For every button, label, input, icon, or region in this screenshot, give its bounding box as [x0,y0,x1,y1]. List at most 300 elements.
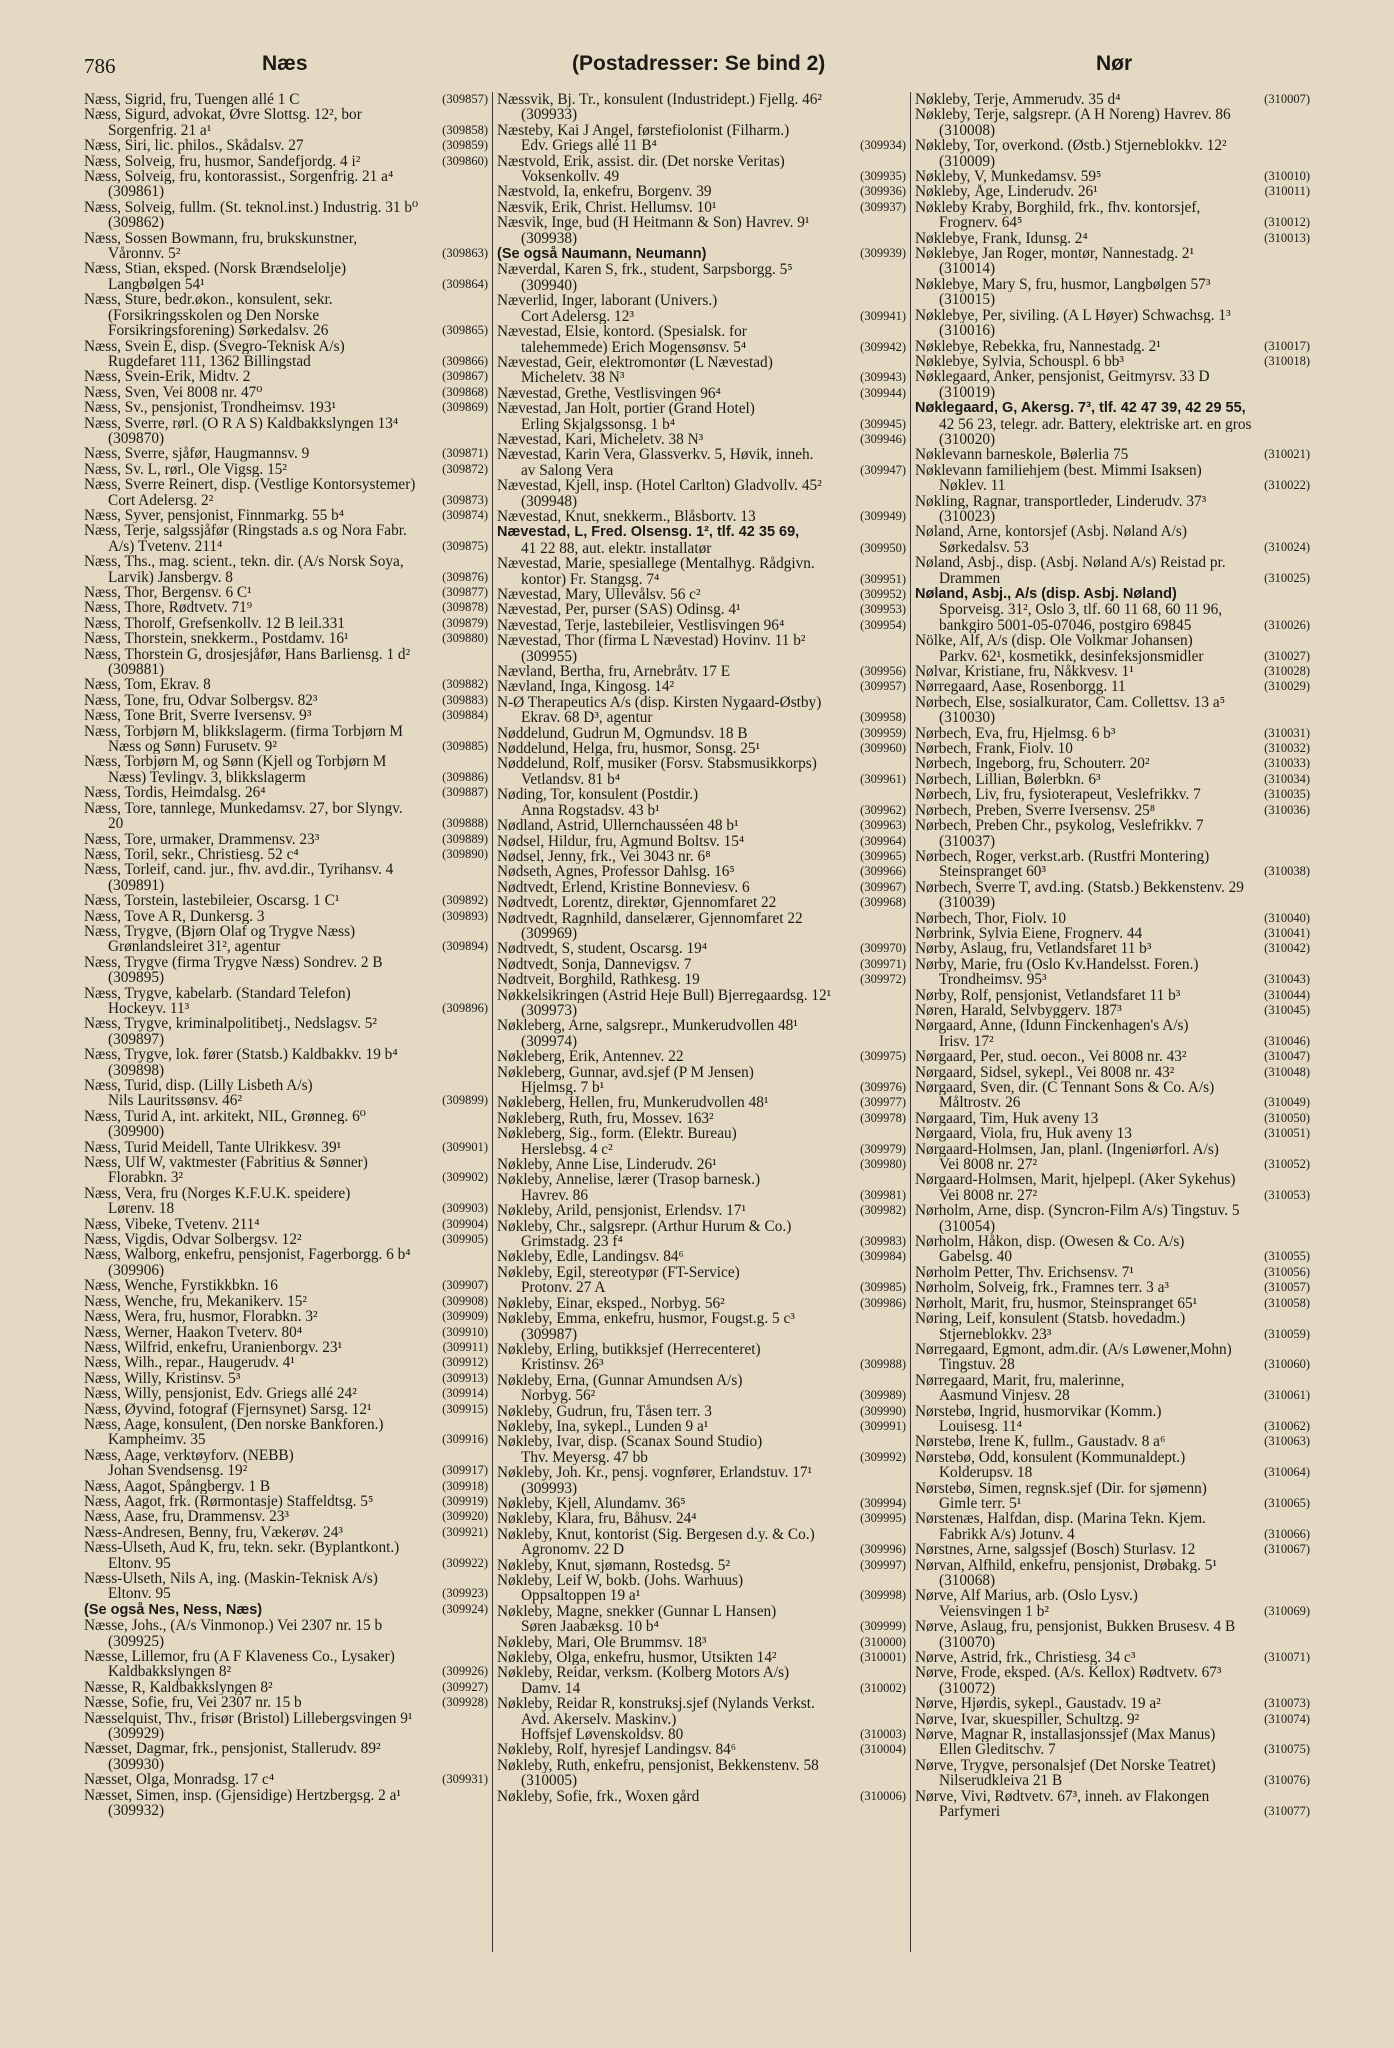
directory-entry [915,941,1310,956]
entry-continuation-line: (310070) [939,1634,996,1651]
directory-entry [915,1511,1310,1542]
entry-continuation-line: (309969) [521,925,578,942]
directory-entry [497,911,906,942]
entry-code: (309942) [860,339,906,354]
entry-code: (309927) [442,1679,488,1694]
directory-entry [497,818,906,833]
entry-continuation-line: (309987) [521,1326,578,1342]
entry-code: (310046) [1264,1033,1310,1048]
entry-continuation-line: (309983) Grimstadg. 23 f⁴ [521,1234,906,1250]
directory-entry [915,231,1310,246]
directory-entry [497,1465,906,1496]
directory-entry [84,292,488,338]
directory-entry [84,847,488,862]
directory-entry [84,231,488,262]
entry-code: (309857) [442,92,488,106]
directory-entry [84,1402,488,1417]
entry-code: (309884) [442,708,488,723]
entry-code: (309944) [860,385,906,400]
entry-continuation-line: (309876) Larvik) Jansbergv. 8 [108,569,488,585]
entry-name-line: Næss, Walborg, enkefru, pensjonist, Fagerborgg. 6 b⁴ [84,1247,411,1263]
directory-entry [497,200,906,215]
directory-entry [497,1696,906,1742]
entry-code: (309931) [442,1772,488,1787]
entry-code: (309866) [442,353,488,368]
directory-entry [84,1232,488,1247]
entry-continuation-line: (310025) Drammen [939,570,1310,586]
entry-name-line: Næss, Trygve, kabelarb. (Standard Telefon) [84,985,351,1001]
entry-name-line: (310056) Nørholm Petter, Thv. Erichsensv. 7¹ [915,1264,1310,1281]
entry-name-line: Nøkkelsikringen (Astrid Heje Bull) Bjerregaardsg. 12¹ [497,987,832,1003]
entry-code: (309999) [860,1619,906,1634]
directory-entry [915,339,1310,354]
directory-entry [84,924,488,955]
entry-name-line: Nøkleby, Knut, kontorist (Sig. Bergesen d.y. & Co.) [497,1526,815,1543]
entry-continuation-line: (309935) Voksenkollv. 49 [521,169,906,185]
directory-entry [497,556,906,587]
entry-name-line: Næss, Tore, tannlege, Munkedamsv. 27, bor Slyngv. [84,800,403,817]
directory-entry [915,679,1310,694]
directory-entry [497,864,906,879]
entry-continuation-line: (310064) Kolderupsv. 18 [939,1465,1310,1481]
directory-entry [497,1665,906,1696]
entry-code: (310007) [1264,92,1310,106]
entry-name-line: Nævestad, Marie, spesiallege (Mentalhyg. Rådgivn. [497,556,815,572]
entry-name-line: (309915) Næss, Øyvind, fotograf (Fjernsynet) Sarsg. 12¹ [84,1401,488,1417]
entry-continuation-line: (310030) [939,710,996,726]
entry-name-line: Nøkleby, Ivar, disp. (Scanax Sound Studio) [497,1434,763,1450]
entry-continuation-line: (309861) [108,184,165,200]
entry-continuation-line: (309955) [521,648,578,665]
entry-code: (309892) [442,893,488,908]
entry-name-line: (309970) Nødtvedt, S, student, Oscarsg. 19⁴ [497,941,906,957]
directory-entry [915,1404,1310,1435]
entry-code: (309874) [442,507,488,522]
entry-code: (309878) [442,600,488,615]
entry-code: (310025) [1264,570,1310,585]
entry-continuation-line: (309858) Sorgenfrig. 21 a¹ [108,122,488,139]
entry-continuation-line: (309926) Kaldbakkslyngen 8² [108,1664,488,1680]
entry-continuation-line: (309922) Eltonv. 95 [108,1555,488,1571]
entry-code: (309980) [860,1157,906,1172]
entry-continuation-line: (309961) Vetlandsv. 81 b⁴ [521,771,906,788]
directory-entry [915,1373,1310,1404]
entry-name-line: (309967) Nødtvedt, Erlend, Kristine Bonneviesv. 6 [497,879,906,896]
entry-code: (310065) [1264,1495,1310,1510]
directory-entry [497,834,906,849]
directory-entry [915,849,1310,880]
entry-code: (309901) [442,1139,488,1154]
entry-name-line: Nørregaard, Egmont, adm.dir. (A/s Løwener,Mohn) [915,1341,1232,1358]
entry-code: (310060) [1264,1357,1310,1372]
entry-name-line: (309892) Næss, Torstein, lastebileier, Oscarsg. 1 C¹ [84,893,488,909]
entry-name-line: Nørbech, Sverre T, avd.ing. (Statsb.) Bekkenstenv. 29 [915,879,1244,896]
directory-entry [497,123,906,154]
directory-entry [915,726,1310,741]
directory-entry [84,1540,488,1571]
entry-code: (309904) [442,1216,488,1231]
entry-name-line: (309975) Nøkleberg, Erik, Antennev. 22 [497,1049,906,1065]
entry-name-line: (309953) Nævestad, Per, purser (SAS) Odinsg. 4¹ [497,602,906,618]
entry-name-line: (310017) Nøklebye, Rebekka, fru, Nannestadg. 2¹ [915,338,1310,354]
entry-code: (310059) [1264,1326,1310,1341]
entry-code: (309872) [442,461,488,476]
header-right-word: Nør [1096,52,1133,75]
entry-code: (309978) [860,1110,906,1125]
directory-entry [497,509,906,524]
entry-continuation-line: (309942) talehemmede) Erich Mogensønsv. 5⁴ [521,339,906,355]
entry-code: (310033) [1264,756,1310,771]
entry-continuation-line: (310075) Ellen Gleditschv. 7 [939,1742,1310,1758]
entry-code: (309902) [442,1170,488,1185]
entry-name-line: (309982) Nøkleby, Arild, pensjonist, Erlendsv. 17¹ [497,1203,906,1219]
entry-code: (309950) [860,540,906,555]
entry-code: (309863) [442,246,488,261]
entry-continuation-line: (309917) Johan Svendsensg. 19² [108,1463,488,1479]
directory-entry [84,369,488,384]
entry-name-line: (309949) Nævestad, Knut, snekkerm., Blåsbortv. 13 [497,508,906,525]
entry-name-line: Næssvik, Bj. Tr., konsulent (Industridept.) Fjellg. 46² [497,92,822,108]
entry-name-line: (309944) Nævestad, Grethe, Vestlisvingen 96⁴ [497,385,906,402]
directory-entry [84,1294,488,1309]
entry-continuation-line: (310022) Nøklev. 11 [939,478,1310,494]
entry-name-line: (310021) Nøklevann barneskole, Bølerlia 75 [915,447,1310,463]
entry-code: (310029) [1264,679,1310,694]
entry-code: (310026) [1264,617,1310,632]
directory-entry [915,1712,1310,1727]
directory-entry [915,1280,1310,1295]
entry-continuation-line: (309925) [108,1633,165,1650]
directory-entry [497,1172,906,1203]
entry-code: (309957) [860,679,906,694]
entry-name-line: (310067) Nørstnes, Arne, salgssjef (Bosch) Sturlasv. 12 [915,1542,1310,1558]
entry-name-line: (309960) Nøddelund, Helga, fru, husmor, Sonsg. 25¹ [497,741,906,757]
entry-continuation-line: (310055) Gabelsg. 40 [939,1249,1310,1265]
entry-code: (309996) [860,1542,906,1557]
entry-name-line: (310013) Nøklebye, Frank, Idunsg. 2⁴ [915,230,1310,247]
entry-code: (310002) [860,1680,906,1695]
entry-code: (309936) [860,184,906,199]
entry-name-line: Nøkleby, Ruth, enkefru, pensjonist, Bekkenstenv. 58 [497,1757,819,1774]
entry-code: (310031) [1264,725,1310,740]
entry-name-line: Nøklegaard, Anker, pensjonist, Geitmyrsv. 33 D [915,369,1210,385]
entry-code: (309882) [442,677,488,692]
directory-entry [84,1217,488,1232]
directory-entry [497,355,906,386]
entry-name-line: Nørve, Frode, eksped. (A/s. Kellox) Rødtvetv. 67³ [915,1665,1222,1681]
directory-entry [84,154,488,169]
entry-name-line: (309911) Næss, Wilfrid, enkefru, Uranienborgv. 23¹ [84,1339,488,1356]
entry-continuation-line: (309933) [521,107,578,123]
directory-entry [84,600,488,615]
directory-entry [497,895,906,910]
directory-entry [84,1140,488,1155]
entry-code: (310062) [1264,1418,1310,1433]
entry-code: (310036) [1264,802,1310,817]
entry-continuation-line: (309932) [108,1803,165,1819]
directory-entry [497,262,906,293]
entry-name-line: (309879) Næss, Thorolf, Grefsenkollv. 12 B leil.331 [84,615,488,632]
directory-entry [497,1434,906,1465]
directory-entry [497,1789,906,1804]
entry-name-line: Nørregaard, Marit, fru, malerinne, [915,1372,1125,1389]
entry-code: (309883) [442,692,488,707]
entry-continuation-line: (309958) Ekrav. 68 D³, agentur [521,710,906,726]
directory-entry [915,1758,1310,1789]
directory-entry [84,647,488,678]
entry-code: (310053) [1264,1187,1310,1202]
directory-entry [915,1665,1310,1696]
entry-code: (310063) [1264,1434,1310,1449]
directory-entry [84,785,488,800]
directory-entry [84,631,488,646]
entry-continuation-line: (309902) Florabkn. 3² [108,1170,488,1186]
entry-name-line: (309937) Næsvik, Erik, Christ. Hellumsv. 10¹ [497,199,906,216]
directory-entry [497,1095,906,1110]
entry-code: (309986) [860,1295,906,1310]
entry-continuation-line: (310038) Steinspranget 60³ [939,864,1310,880]
directory-entry [915,756,1310,771]
entry-name-line: Næss, Trygve, lok. fører (Statsb.) Kaldbakkv. 19 b⁴ [84,1047,398,1063]
entry-name-line: (310006) Nøkleby, Sofie, frk., Woxen gård [497,1788,906,1805]
directory-entry [84,1571,488,1602]
entry-continuation-line: (310005) [521,1773,578,1789]
entry-name-line: Nørve, Aslaug, fru, pensjonist, Bukken Brusesv. 4 B [915,1619,1236,1635]
entry-name-line: (309921) Næss-Andresen, Benny, fru, Vækerøv. 24³ [84,1524,488,1541]
entry-name-line: (310050) Nørgaard, Tim, Huk aveny 13 [915,1110,1310,1127]
entry-name-line: (310031) Nørbech, Eva, fru, Hjelmsg. 6 b³ [915,725,1310,742]
entry-name-line: Nørgaard, Anne, (Idunn Finckenhagen's A/s) [915,1018,1189,1034]
entry-name-line: Nøkleby, Annelise, lærer (Trasop barnesk.) [497,1172,761,1188]
entry-continuation-line: (309891) [108,877,165,894]
directory-entry [497,1404,906,1419]
entry-name-line: (309857) Næss, Sigrid, fru, Tuengen allé 1 C [84,92,488,108]
entry-code: (309961) [860,771,906,786]
entry-continuation-line: 42 56 23, telegr. adr. Battery, elektriske art. en gros [939,416,1252,432]
entry-continuation-line: Avd. Akerselv. Maskinv.) [521,1711,677,1728]
entry-continuation-line: (310061) Aasmund Vinjesv. 28 [939,1388,1310,1404]
directory-entry [497,1219,906,1250]
page-header [84,50,1310,84]
directory-entry [915,1172,1310,1203]
entry-name-line: (309878) Næss, Thore, Rødtvetv. 71⁹ [84,600,488,616]
entry-code: (309968) [860,895,906,910]
entry-continuation-line: (309903) Lørenv. 18 [108,1201,488,1217]
directory-entry [915,1558,1310,1589]
directory-entry [84,754,488,785]
entry-code: (309935) [860,169,906,184]
entry-continuation-line: (309962) Anna Rogstadsv. 43 b¹ [521,802,906,819]
directory-entry [84,462,488,477]
entry-continuation-line: (309943) Micheletv. 38 N³ [521,370,906,386]
directory-entry [84,1355,488,1370]
directory-entry [84,1278,488,1293]
directory-entry [497,1018,906,1049]
entry-continuation-line: (309866) Rugdefaret 111, 1362 Billingstad [108,353,488,370]
entry-code: (310022) [1264,478,1310,493]
entry-continuation-line: (309896) Hockeyv. 11³ [108,1000,488,1017]
directory-entry [497,215,906,246]
entry-continuation-line: (309898) [108,1062,165,1078]
directory-entry [915,880,1310,911]
entry-name-line: (309952) Nævestad, Mary, Ullevålsv. 56 c² [497,587,906,603]
entry-continuation-line: (310012) Frognerv. 64⁵ [939,215,1310,231]
directory-entry [84,339,488,370]
column-1 [80,92,492,1952]
entry-name-line: (310057) Nørholm, Solveig, frk., Framnes terr. 3 a³ [915,1280,1310,1296]
directory-entry [497,664,906,679]
directory-entry [915,1234,1310,1265]
entry-continuation-line: (310014) [939,261,996,277]
entry-code: (309985) [860,1280,906,1295]
entry-continuation-line: (309870) [108,430,165,447]
entry-name-line: (310044) Nørby, Rolf, pensjonist, Vetlandsfaret 11 b³ [915,987,1310,1003]
entry-code: (309876) [442,569,488,584]
entry-code: (310052) [1264,1157,1310,1172]
entry-continuation-line: (309988) Kristinsv. 26³ [521,1357,906,1373]
entry-name-line: Nøland, Asbj., A/s (disp. Asbj. Nøland) [915,586,1177,602]
entry-continuation-line: (309976) Hjelmsg. 7 b¹ [521,1080,906,1096]
entry-name-line: Nøkleby, Emma, enkefru, husmor, Fougst.g. 5 c³ [497,1311,795,1327]
entry-continuation-line: (310049) Måltrostv. 26 [939,1095,1310,1111]
directory-entry [915,494,1310,525]
entry-code: (309989) [860,1388,906,1403]
entry-name-line: (310000) Nøkleby, Mari, Ole Brummsv. 18³ [497,1634,906,1651]
entry-name-line: (309910) Næss, Werner, Haakon Tveterv. 80⁴ [84,1324,488,1340]
directory-entry [915,1619,1310,1650]
entry-name-line: (309972) Nødtveit, Borghild, Rathkesg. 19 [497,972,906,988]
directory-entry [497,184,906,199]
directory-entry [497,447,906,478]
entry-name-line: (310051) Nørgaard, Viola, fru, Huk aveny 13 [915,1126,1310,1142]
directory-entry [497,1342,906,1373]
entry-code: (310056) [1264,1264,1310,1279]
entry-name-line: (310032) Nørbech, Frank, Fiolv. 10 [915,741,1310,757]
entry-code: (310000) [860,1634,906,1649]
directory-entry [915,1142,1310,1173]
entry-continuation-line: (309930) [108,1756,165,1773]
directory-entry [915,138,1310,169]
entry-code: (310077) [1264,1804,1310,1819]
entry-code: (309977) [860,1095,906,1110]
entry-code: (310006) [860,1788,906,1803]
entry-code: (309920) [442,1509,488,1524]
entry-name-line: (310058) Nørholt, Marit, fru, husmor, Steinspranget 65¹ [915,1295,1310,1312]
directory-entry [84,1494,488,1509]
directory-entry [497,1496,906,1511]
entry-continuation-line: (310060) Tingstuv. 28 [939,1357,1310,1373]
directory-entry [915,1481,1310,1512]
entry-name-line: Nørgaard-Holmsen, Marit, hjelpepl. (Aker Sykehus) [915,1172,1236,1188]
entry-code: (309963) [860,818,906,833]
directory-entry [915,772,1310,787]
directory-entry [915,1727,1310,1758]
entry-code: (309990) [860,1403,906,1418]
entry-code: (309885) [442,739,488,754]
directory-entry [915,369,1310,400]
entry-continuation-line: (309885) Næss og Sønn) Furusetv. 9² [108,739,488,755]
directory-entry [84,1078,488,1109]
entry-name-line: Næss, Aage, konsulent, (Den norske Bankforen.) [84,1416,384,1433]
entry-code: (309873) [442,492,488,507]
entry-name-line: Nørbech, Roger, verkst.arb. (Rustfri Montering) [915,848,1210,865]
directory-entry [497,726,906,741]
entry-name-line: (309957) Nævland, Inga, Kingosg. 14² [497,679,906,695]
directory-entry [84,832,488,847]
entry-continuation-line: (310009) [939,153,996,170]
entry-code: (309972) [860,972,906,987]
directory-entry [497,246,906,262]
directory-entry [84,1155,488,1186]
directory-entry [497,1758,906,1789]
directory-entry [915,1789,1310,1820]
directory-entry [915,1650,1310,1665]
entry-code: (309886) [442,769,488,784]
entry-name-line: Nørve, Magnar R, installasjonssjef (Max Manus) [915,1727,1216,1743]
entry-name-line: (309909) Næss, Wera, fru, husmor, Florabkn. 3² [84,1309,488,1325]
directory-entry [497,1249,906,1264]
directory-entry [497,154,906,185]
directory-entry [84,1247,488,1278]
entry-continuation-line: (309993) [521,1480,578,1496]
directory-entry [84,1325,488,1340]
entry-name-line: (309901) Næss, Turid Meidell, Tante Ulrikkesv. 39¹ [84,1139,488,1156]
directory-entry [497,401,906,432]
entry-continuation-line: (Forsikringsskolen og Den Norske [108,307,320,324]
directory-entry [84,416,488,447]
entry-name-line: Nölke, Alf, A/s (disp. Ole Volkmar Johansen) [915,633,1193,649]
directory-entry [915,926,1310,941]
entry-code: (309908) [442,1293,488,1308]
entry-name-line: Næss, Vera, fru (Norges K.F.U.K. speidere) [84,1185,351,1202]
entry-name-line: (309883) Næss, Tone, fru, Odvar Solbergsv. 82³ [84,692,488,709]
entry-code: (310058) [1264,1295,1310,1310]
entry-name-line: (309880) Næss, Thorstein, snekkerm., Postdamv. 16¹ [84,631,488,647]
directory-entry [497,1296,906,1311]
entry-code: (309981) [860,1187,906,1202]
entry-name-line: Næss, Terje, salgssjåfør (Ringstads a.s og Nora Fabr. [84,523,407,539]
entry-name-line: (309920) Næss, Aase, fru, Drammensv. 23³ [84,1509,488,1525]
entry-code: (309917) [442,1463,488,1478]
directory-entry [497,293,906,324]
entry-name-line: (309994) Nøkleby, Kjell, Alundamv. 36⁵ [497,1495,906,1512]
entry-code: (309859) [442,138,488,153]
directory-entry [84,508,488,523]
directory-entry [84,1509,488,1524]
entry-continuation-line: (309948) [521,493,578,509]
directory-entry [84,616,488,631]
entry-code: (309907) [442,1278,488,1293]
directory-entry [497,1511,906,1526]
entry-continuation-line: (309941) Cort Adelersg. 12³ [521,308,906,325]
entry-name-line: (310045) Nøren, Harald, Selvbyggerv. 187³ [915,1002,1310,1019]
directory-entry [915,1696,1310,1711]
entry-name-line: (309905) Næss, Vigdis, Odvar Solbergsv. 12² [84,1232,488,1248]
entry-name-line: (310010) Nøkleby, V, Munkedamsv. 59⁵ [915,169,1310,185]
entry-continuation-line: (309950) 41 22 88, aut. elektr. installatør [521,540,906,557]
entry-name-line: Næss, Torbjørn M, blikkslagerm. (firma Torbjørn M [84,723,403,740]
entry-name-line: Nørve, Alf Marius, arb. (Oslo Lysv.) [915,1588,1138,1604]
entry-name-line: Næsse, Johs., (A/s Vinmonop.) Vei 2307 nr. 15 b [84,1618,383,1634]
directory-entry [84,477,488,508]
entry-name-line: (310011) Nøkleby, Åge, Linderudv. 26¹ [915,184,1310,200]
entry-code: (309947) [860,462,906,477]
entry-code: (309912) [442,1355,488,1370]
entry-name-line: Næsset, Dagmar, frk., pensjonist, Stallerudv. 89² [84,1741,381,1757]
entry-code: (310021) [1264,447,1310,462]
entry-continuation-line: (310046) Irisv. 17² [939,1033,1310,1050]
directory-entry [84,1047,488,1078]
